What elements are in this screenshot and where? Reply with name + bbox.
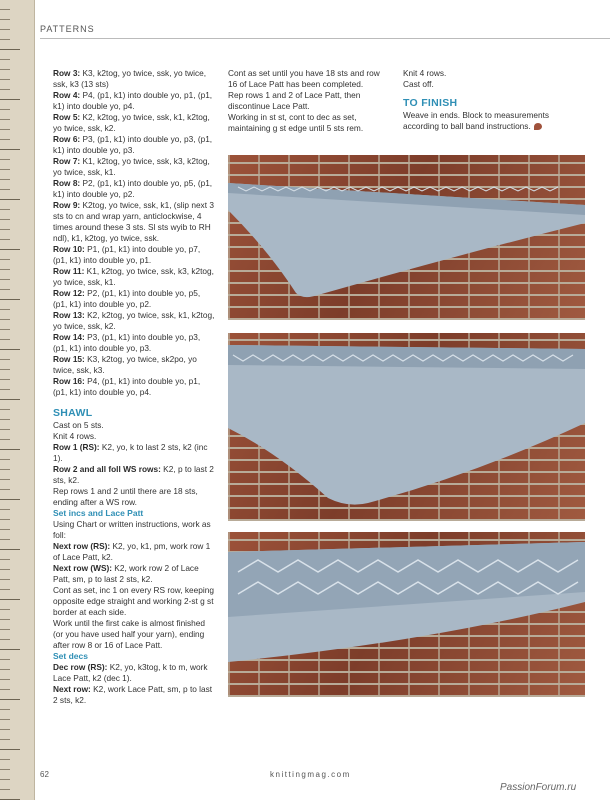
lace-row	[53, 90, 215, 112]
lace-row-text: K1, k2tog, yo twice, ssk, k3, k2tog, yo twice, ssk, k1.	[53, 266, 214, 287]
decs-heading: Set decs	[53, 651, 88, 661]
lace-row	[53, 178, 215, 200]
lace-row-text: K3, k2tog, yo twice, sk2po, yo twice, ssk, k3.	[53, 354, 197, 375]
lace-row	[53, 266, 215, 288]
lace-row-label: Row 14:	[53, 332, 85, 342]
incs-row-text: K2, yo, k1, pm, work row 1 of Lace Patt, k2.	[53, 541, 211, 562]
page-number: 62	[40, 770, 49, 779]
incs-row-label: Next row (WS):	[53, 563, 112, 573]
shawl-intro-2: Knit 4 rows.	[53, 431, 97, 441]
col3-para-2: Cast off.	[403, 79, 434, 89]
decs-row-label: Next row:	[53, 684, 91, 694]
lace-row	[53, 156, 215, 178]
lace-row-text: K2, k2tog, yo twice, ssk, k1, k2tog, yo twice, ssk, k2.	[53, 112, 210, 133]
col2-para-3: Working in st st, cont to dec as set, maintaining g st edge until 5 sts rem.	[228, 112, 364, 133]
lace-row-text: P2, (p1, k1) into double yo, p5, (p1, k1) into double yo, p2.	[53, 178, 213, 199]
finish-heading: TO FINISH	[403, 97, 458, 109]
lace-row-label: Row 11:	[53, 266, 85, 276]
ruler-strip	[0, 0, 35, 800]
lace-row	[53, 112, 215, 134]
finish-text: Weave in ends. Block to measurements according to ball band instructions.	[403, 110, 550, 131]
pattern-column-2	[228, 68, 390, 134]
shawl-row-text: K2, yo, k to last 2 sts, k2 (inc 1).	[53, 442, 208, 463]
lace-row	[53, 200, 215, 244]
footer-url: knittingmag.com	[270, 770, 351, 779]
header-rule	[40, 38, 610, 39]
shawl-row	[53, 442, 215, 464]
lace-row-text: K2tog, yo twice, ssk, k1, (slip next 3 sts to cn and wrap yarn, anticlockwise, 4 times around these 3 sts. Sl sts wyib to RH ndl), k1, k2tog, yo twice, ssk.	[53, 200, 214, 243]
lace-row-label: Row 7:	[53, 156, 81, 166]
decs-row	[53, 684, 215, 706]
lace-row-label: Row 10:	[53, 244, 85, 254]
lace-row	[53, 134, 215, 156]
watermark: PassionForum.ru	[500, 782, 577, 793]
shawl-row-label: Row 1 (RS):	[53, 442, 100, 452]
lace-row	[53, 310, 215, 332]
lace-row	[53, 354, 215, 376]
finish-text-wrap	[403, 110, 553, 132]
decs-row	[53, 662, 215, 684]
incs-intro: Using Chart or written instructions, work as foll:	[53, 519, 211, 540]
lace-row-label: Row 8:	[53, 178, 81, 188]
lace-row-label: Row 5:	[53, 112, 81, 122]
incs-row-label: Next row (RS):	[53, 541, 111, 551]
shawl-photo-1	[228, 155, 585, 320]
lace-row-label: Row 15:	[53, 354, 85, 364]
lace-row	[53, 376, 215, 398]
shawl-photo-2	[228, 333, 585, 521]
col2-para-2: Rep rows 1 and 2 of Lace Patt, then discontinue Lace Patt.	[228, 90, 361, 111]
incs-row-text: K2, work row 2 of Lace Patt, sm, p to last 2 sts, k2.	[53, 563, 199, 584]
lace-row	[53, 244, 215, 266]
shawl-row-label: Row 2 and all foll WS rows:	[53, 464, 161, 474]
incs-row	[53, 563, 215, 585]
lace-row	[53, 332, 215, 354]
lace-row-text: P4, (p1, k1) into double yo, p1, (p1, k1) into double yo, p4.	[53, 90, 213, 111]
lace-row-text: P4, (p1, k1) into double yo, p1, (p1, k1) into double yo, p4.	[53, 376, 201, 397]
lace-row	[53, 288, 215, 310]
decs-row-text: K2, work Lace Patt, sm, p to last 2 sts, k2.	[53, 684, 213, 705]
shawl-row-text: K2, p to last 2 sts, k2.	[53, 464, 214, 485]
decs-row-label: Dec row (RS):	[53, 662, 108, 672]
pattern-column-1	[53, 68, 215, 706]
lace-row-text: K2, k2tog, yo twice, ssk, k1, k2tog, yo twice, ssk, k2.	[53, 310, 215, 331]
end-mark-icon	[534, 123, 542, 130]
shawl-repeat: Rep rows 1 and 2 until there are 18 sts, ending after a WS row.	[53, 486, 198, 507]
col3-para-1: Knit 4 rows.	[403, 68, 447, 78]
lace-row-label: Row 6:	[53, 134, 81, 144]
col2-para-1: Cont as set until you have 18 sts and row 16 of Lace Patt has been completed.	[228, 68, 380, 89]
pattern-column-3	[403, 68, 553, 132]
lace-row-label: Row 13:	[53, 310, 85, 320]
incs-work: Work until the first cake is almost finished (or you have used half your yarn), ending after row 8 or 16 of Lace Patt.	[53, 618, 206, 650]
lace-row-label: Row 4:	[53, 90, 81, 100]
shawl-photo-3	[228, 532, 585, 697]
shawl-intro-1: Cast on 5 sts.	[53, 420, 104, 430]
lace-row-text: P1, (p1, k1) into double yo, p7, (p1, k1) into double yo, p1.	[53, 244, 201, 265]
lace-row-text: P3, (p1, k1) into double yo, p3, (p1, k1) into double yo, p3.	[53, 332, 201, 353]
decs-row-text: K2, yo, k3tog, k to m, work Lace Patt, k2 (dec 1).	[53, 662, 208, 683]
shawl-heading: SHAWL	[53, 407, 93, 419]
section-header: PATTERNS	[40, 24, 95, 34]
lace-row-text: K1, k2tog, yo twice, ssk, k3, k2tog, yo twice, ssk, k1.	[53, 156, 210, 177]
incs-heading: Set incs and Lace Patt	[53, 508, 144, 518]
lace-row-text: K3, k2tog, yo twice, ssk, yo twice, ssk, k3 (13 sts)	[53, 68, 207, 89]
incs-row	[53, 541, 215, 563]
lace-row-text: P2, (p1, k1) into double yo, p5, (p1, k1) into double yo, p2.	[53, 288, 201, 309]
shawl-row	[53, 464, 215, 486]
lace-row	[53, 68, 215, 90]
lace-row-label: Row 16:	[53, 376, 85, 386]
incs-continue: Cont as set, inc 1 on every RS row, keeping opposite edge straight and working 2-st g st border at each side.	[53, 585, 214, 617]
lace-row-label: Row 9:	[53, 200, 81, 210]
lace-row-label: Row 12:	[53, 288, 85, 298]
lace-row-text: P3, (p1, k1) into double yo, p3, (p1, k1) into double yo, p3.	[53, 134, 213, 155]
lace-row-label: Row 3:	[53, 68, 81, 78]
